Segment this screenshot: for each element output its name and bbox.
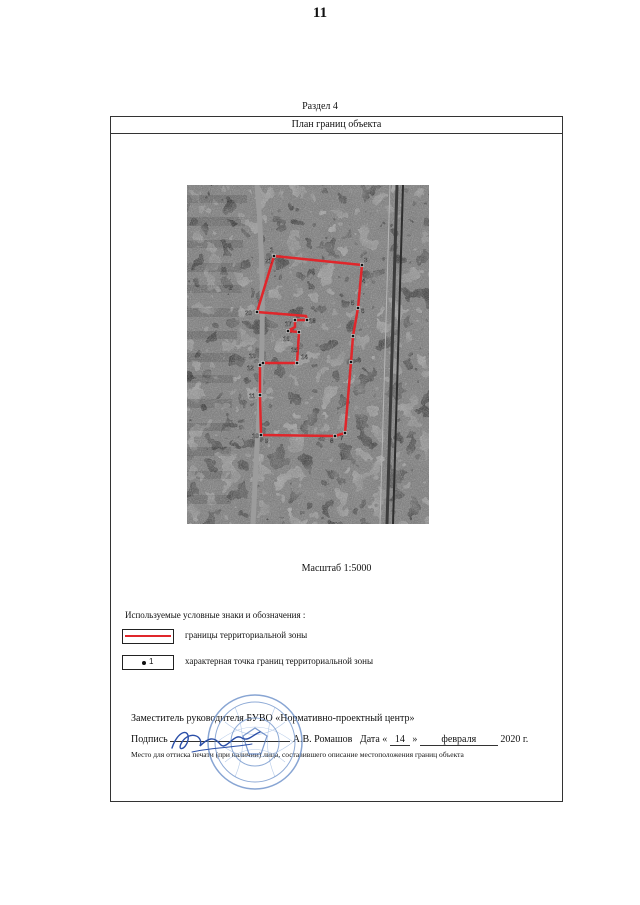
point-label: 14: [301, 355, 308, 361]
point-label: 21: [265, 259, 272, 265]
signer-position: Заместитель руководителя БУВО «Нормативно-проектный центр»: [131, 713, 415, 724]
point-label: 3: [364, 258, 368, 264]
point-label: 10: [252, 434, 259, 440]
point-label: 12: [247, 366, 254, 372]
date-label: Дата «: [359, 734, 388, 745]
frame-header: План границ объекта: [111, 117, 562, 134]
point-label: 4: [362, 279, 366, 285]
point-dot-icon: [142, 661, 146, 665]
stamp-note: Место для оттиска печати (при наличии) лица, составившего описание местоположения границ объекта: [131, 750, 464, 759]
point-label: 20: [245, 311, 252, 317]
point-label: 7: [340, 436, 344, 442]
point-label: 5: [351, 301, 355, 307]
legend-line-label: границы территориальной зоны: [185, 630, 308, 640]
point-label: 13: [249, 354, 256, 360]
legend-line-symbol: [122, 629, 174, 644]
handwritten-signature: [168, 722, 264, 758]
point-label: 11: [249, 394, 256, 400]
point-label: 15: [291, 348, 298, 354]
point-label: 17: [285, 322, 292, 328]
point-label: 6: [361, 309, 365, 315]
map-scale: Масштаб 1:5000: [301, 563, 372, 574]
date-close-quote: »: [412, 734, 418, 745]
legend-title: Используемые условные знаки и обозначения :: [125, 610, 306, 620]
point-label: 9: [265, 439, 269, 445]
document-frame: [110, 116, 563, 802]
aerial-map: [187, 185, 429, 524]
point-label: 16: [283, 337, 290, 343]
date-year: 2020 г.: [500, 734, 529, 745]
legend-point-label: характерная точка границ территориальной зоны: [185, 656, 374, 666]
point-label: 8: [330, 439, 334, 445]
signature-label: Подпись: [131, 734, 168, 745]
legend-point-number: 1: [149, 657, 154, 666]
point-label: 18: [309, 319, 316, 325]
legend-point-symbol: [122, 655, 174, 670]
page-number: 11: [312, 5, 328, 21]
point-label: 1: [270, 248, 274, 254]
date-day: 14: [390, 734, 410, 746]
date-month: февраля: [420, 734, 498, 746]
section-title: Раздел 4: [302, 101, 338, 112]
signer-name: А.В. Ромашов: [292, 734, 353, 745]
